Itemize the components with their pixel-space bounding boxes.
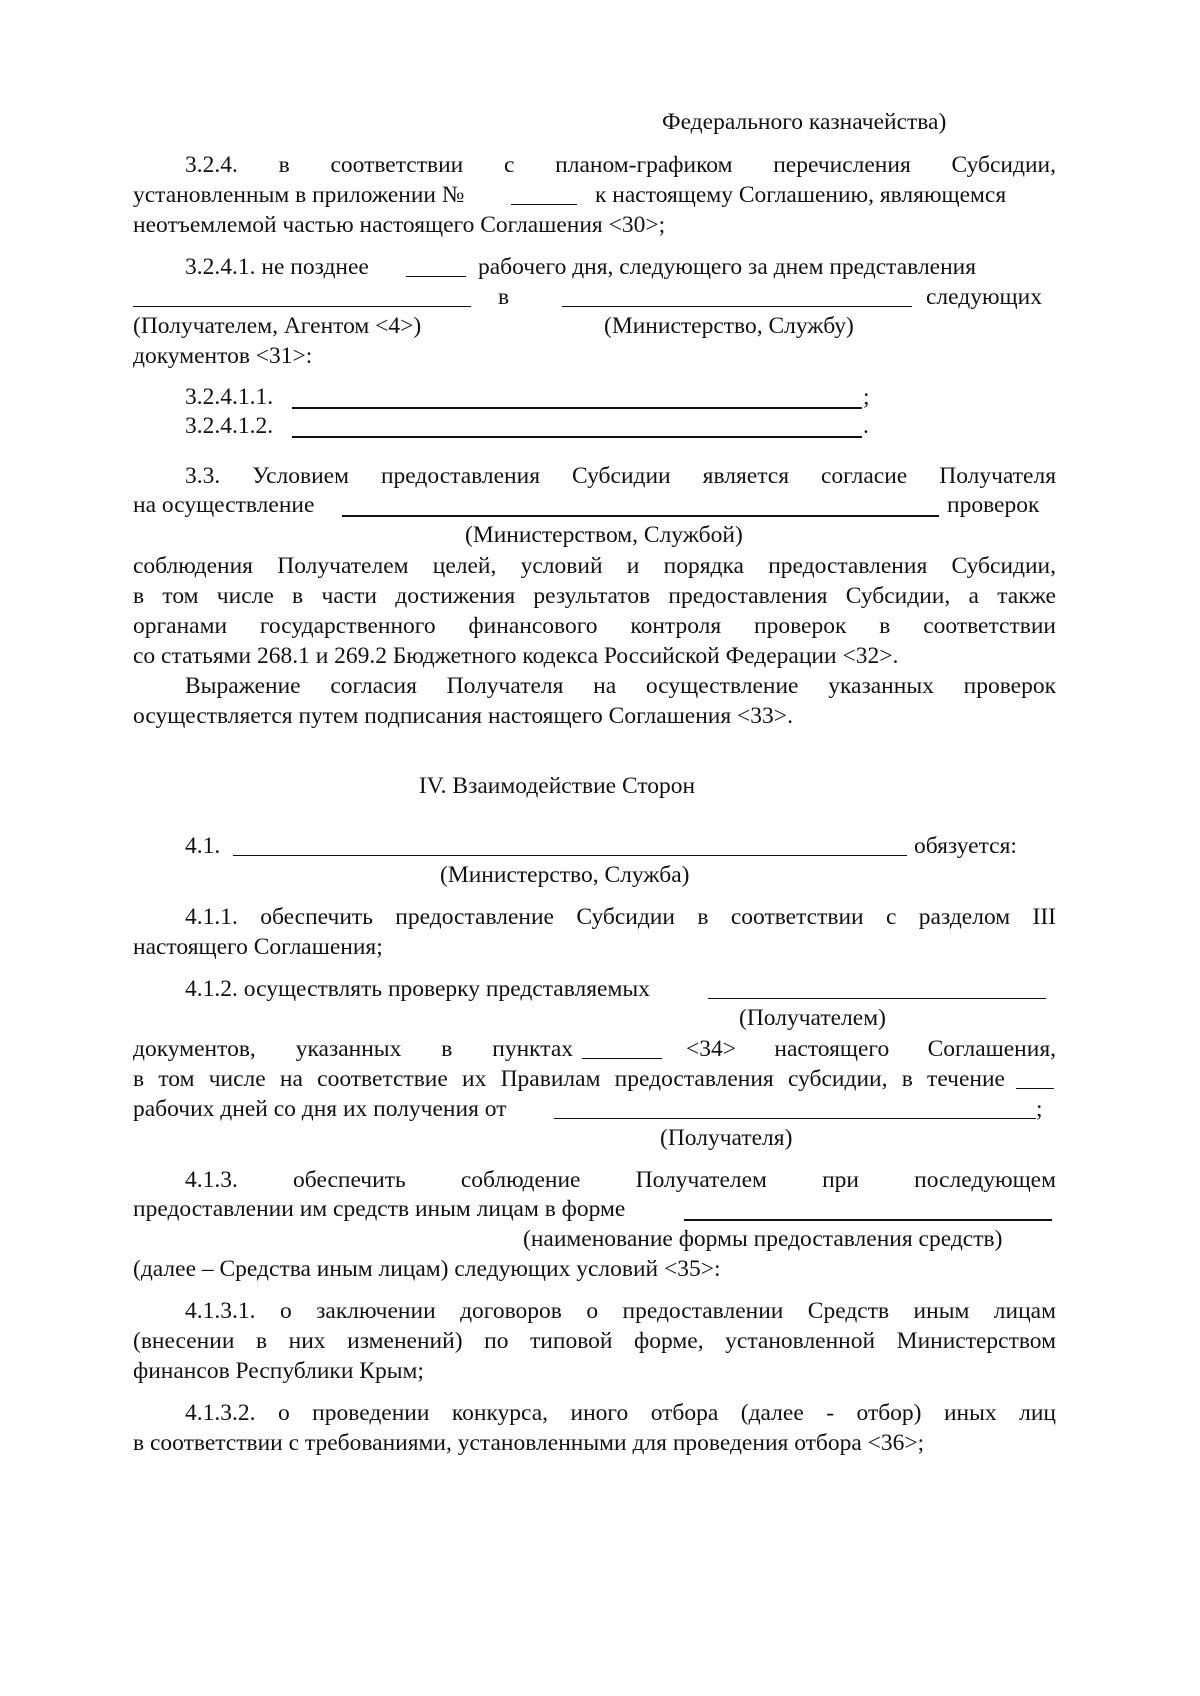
p-4-1-2-line-3: в том числе на соответствие их Правилам предоставления субсидии, в течение (133, 1066, 1005, 1092)
working-day-blank[interactable] (406, 276, 466, 277)
caption-funds-form: (наименование формы предоставления средств) (523, 1226, 1003, 1252)
p-4-1-3-1-line-1: 4.1.3.1. о заключении договоров о предоставлении Средств иным лицам (185, 1298, 1056, 1324)
clauses-blank[interactable] (582, 1058, 662, 1059)
item-3-2-4-1-1-end: ; (863, 384, 870, 410)
p-4-1-1-line-2: настоящего Соглашения; (133, 934, 383, 960)
top-caption: Федерального казначейства) (662, 109, 947, 135)
caption-recipient-instr: (Получателем) (739, 1005, 886, 1031)
item-3-2-4-1-1-label: 3.2.4.1.1. (185, 384, 274, 410)
p-4-1-3-line-1: 4.1.3. обеспечить соблюдение Получателем при последующем (185, 1167, 1056, 1193)
p-3-3-line-2b: проверок (947, 492, 1040, 518)
p-3-3-line-7: Выражение согласия Получателя на осуществление указанных проверок (185, 673, 1056, 699)
p-3-3-line-5: органами государственного финансового контроля проверок в соответствии (133, 613, 1056, 639)
p-4-1-obliged: обязуется: (914, 833, 1017, 859)
p-4-1-2-line-2b: <34> настоящего Соглашения, (686, 1036, 1056, 1062)
p-3-2-4-1-line-1a: 3.2.4.1. не позднее (185, 254, 369, 280)
p-3-2-4-1-line-4: документов <31>: (133, 343, 313, 369)
p-3-3-line-2a: на осуществление (133, 492, 315, 518)
caption-recipient-gen: (Получателя) (660, 1125, 793, 1151)
item-3-2-4-1-1-blank[interactable] (292, 407, 862, 409)
submitted-by-recipient-blank[interactable] (708, 998, 1046, 999)
p-3-2-4-line-2b: к настоящему Соглашению, являющемся (595, 182, 1007, 208)
p-4-1-1-line-1: 4.1.1. обеспечить предоставление Субсидии в соответствии с разделом III (185, 904, 1056, 930)
p-4-1-3-1-line-3: финансов Республики Крым; (133, 1358, 424, 1384)
p-4-1-number: 4.1. (185, 833, 221, 859)
p-3-2-4-1-in: в (498, 284, 510, 310)
p-3-3-line-4: в том числе в части достижения результатов предоставления Субсидии, а также (133, 583, 1056, 609)
item-3-2-4-1-2-label: 3.2.4.1.2. (185, 413, 274, 439)
p-4-1-3-line-3: (далее – Средства иным лицам) следующих условий <35>: (133, 1256, 721, 1282)
appendix-number-blank[interactable] (511, 204, 577, 205)
ministry-service-blank[interactable] (562, 306, 912, 307)
inspector-blank[interactable] (342, 515, 939, 517)
item-3-2-4-1-2-blank[interactable] (292, 436, 862, 438)
p-3-2-4-1-line-1b: рабочего дня, следующего за днем представления (478, 254, 977, 280)
p-3-2-4-1-following: следующих (926, 284, 1042, 310)
p-4-1-2-line-4a: рабочих дней со дня их получения от (133, 1096, 507, 1122)
caption-ministry-service-nom: (Министерство, Служба) (440, 862, 690, 888)
p-3-2-4-line-1: 3.2.4. в соответствии с планом-графиком перечисления Субсидии, (185, 152, 1056, 178)
p-3-3-line-1: 3.3. Условием предоставления Субсидии является согласие Получателя (185, 463, 1056, 489)
p-4-1-2-line-1: 4.1.2. осуществлять проверку представляемых (185, 976, 650, 1002)
caption-ministry-service-instr: (Министерством, Службой) (465, 522, 743, 548)
ministry-service-obliged-blank[interactable] (233, 855, 907, 856)
caption-recipient-agent: (Получателем, Агентом <4>) (133, 313, 422, 339)
item-3-2-4-1-2-end: . (863, 413, 869, 439)
caption-ministry-service: (Министерство, Службу) (604, 313, 854, 339)
p-4-1-3-2-line-1: 4.1.3.2. о проведении конкурса, иного отбора (далее - отбор) иных лиц (185, 1400, 1056, 1426)
p-4-1-3-line-2: предоставлении им средств иным лицам в форме (133, 1196, 626, 1222)
p-3-3-line-6: со статьями 268.1 и 269.2 Бюджетного кодекса Российской Федерации <32>. (133, 643, 899, 669)
p-4-1-2-line-2a: документов, указанных в пунктах (133, 1036, 573, 1062)
recipient-agent-blank[interactable] (133, 306, 471, 307)
section-heading: IV. Взаимодействие Сторон (418, 773, 696, 799)
funds-form-blank[interactable] (684, 1219, 1052, 1221)
p-3-2-4-line-3: неотъемлемой частью настоящего Соглашения <30>; (133, 212, 666, 238)
p-3-2-4-line-2a: установленным в приложении № (133, 182, 465, 208)
received-from-blank[interactable] (554, 1118, 1036, 1119)
p-4-1-3-1-line-2: (внесении в них изменений) по типовой форме, установленной Министерством (133, 1328, 1056, 1354)
p-4-1-3-2-line-2: в соответствии с требованиями, установленными для проведения отбора <36>; (133, 1430, 925, 1456)
p-3-3-line-3: соблюдения Получателем целей, условий и порядка предоставления Субсидии, (133, 553, 1056, 579)
p-4-1-2-line-4b: ; (1036, 1096, 1043, 1122)
p-3-3-line-8: осуществляется путем подписания настоящего Соглашения <33>. (133, 703, 793, 729)
days-count-blank[interactable] (1016, 1088, 1054, 1089)
